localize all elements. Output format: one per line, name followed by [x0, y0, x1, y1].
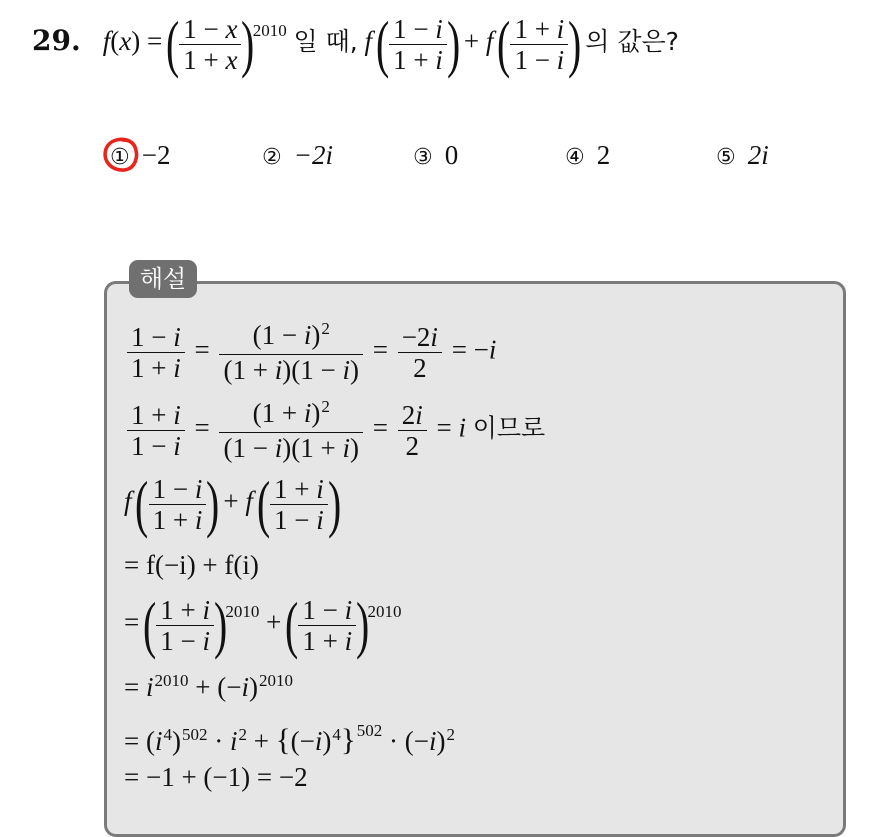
solution-line-8: = −1 + (−1) = −2 [124, 762, 308, 792]
solution-line-2: $\frac{1 + i}{1 - i}$ = $\frac{(1 + i)^2}{(1 - i)(1 + i)}$ = $\frac{2i}{2}$ = i 이므로 [124, 398, 545, 463]
choice-5[interactable] [716, 140, 769, 171]
question-exponent: 2010 [252, 21, 287, 41]
solution-text-therefore: 이므로 [472, 413, 546, 443]
question-number: 29. [32, 24, 81, 58]
solution-line-3: f ( $\frac{1 - i}{1 + i}$ ) + f ( $\frac{1 + i}{1 - i}$ ) [124, 468, 341, 539]
choice-marker: ④ [565, 145, 585, 170]
solution-tab: 해설 [129, 260, 197, 298]
choice-value: −2 [141, 140, 171, 170]
question-text-when: 일 때, [293, 27, 358, 57]
answer-circle-icon [102, 135, 142, 175]
question-line: 29. f(x) = ( $\frac{1 - x}{1 + x}$ )$^{2010}$ 일 때, f ( $\frac{1 - i}{1 + i}$ ) + f ( $\frac{1 + i}{1 - i}$ ) 의 값은? [32, 8, 679, 79]
choice-marker: ③ [413, 145, 433, 170]
solution-line-1: $\frac{1 - i}{1 + i}$ = $\frac{(1 - i)^2}{(1 + i)(1 - i)}$ = $\frac{-2i}{2}$ = −i [124, 320, 496, 385]
choice-3[interactable] [413, 140, 458, 171]
solution-line-7: = $(i^4)^{502} \cdot i^2 + \{(-i)^4\}^{502} \cdot (-i)^2$ [124, 721, 455, 757]
choice-value: 2 [596, 140, 611, 170]
solution-line-5: = ( $\frac{1 + i}{1 - i}$ )$^{2010}$ + ( $\frac{1 - i}{1 + i}$ )$^{2010}$ [124, 589, 402, 660]
choice-value: 2i [747, 140, 769, 170]
solution-line-4: = f(−i) + f(i) [124, 550, 259, 580]
choice-2[interactable] [262, 140, 333, 171]
choice-marker: ② [262, 145, 282, 170]
choice-4[interactable] [565, 140, 610, 171]
question-text-end: 의 값은? [585, 27, 679, 57]
choice-marker: ① [110, 145, 130, 170]
choice-marker: ⑤ [716, 145, 736, 170]
choice-value: 0 [444, 140, 459, 170]
choice-value: −2i [293, 140, 333, 170]
solution-line-6: = $i^{2010} + (-i)^{2010}$ [124, 671, 293, 702]
